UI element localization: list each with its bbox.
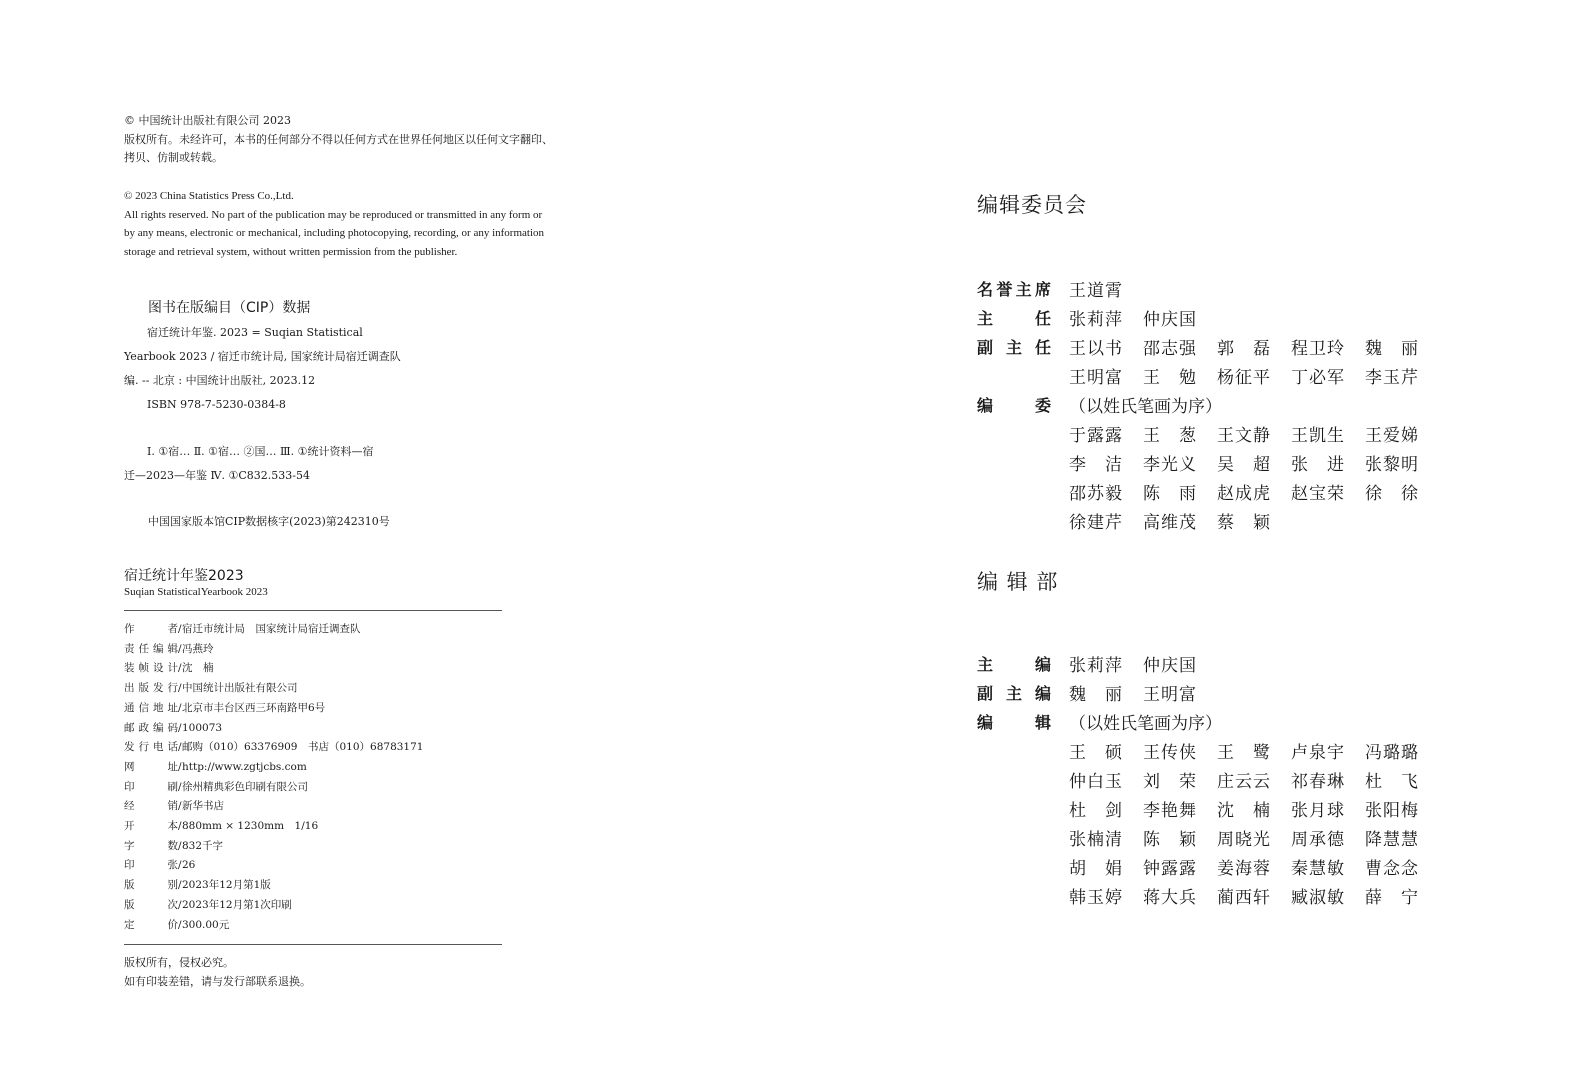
person-name: 仲白玉 [1069,772,1122,792]
pub-info-value: 北京市丰台区西三环南路甲6号 [182,701,326,714]
roster-row [977,823,1418,852]
person-name: 杨征平 [1217,368,1270,388]
pub-info-row [124,719,504,739]
copyright-cn [124,112,604,168]
pub-info-key: 发行电话 [124,741,178,754]
person-name: 李玉芹 [1365,368,1418,388]
name-list [1069,450,1418,475]
name-list [1069,508,1270,533]
role-label: 编委 [977,396,1051,415]
copyright-cn-line: 版权所有。未经许可，本书的任何部分不得以任何方式在世界任何地区以任何文字翻印、 [124,132,553,146]
pub-info-row [124,620,504,640]
pub-info-separator: / [178,662,182,675]
person-name: 卢泉宇 [1291,743,1344,763]
person-name: 曹念念 [1365,859,1418,879]
editorial-page [793,0,1587,1077]
pub-info-key: 邮政编码 [124,721,178,734]
roster-row [977,332,1418,361]
person-name: 王传侠 [1143,743,1196,763]
committee-title: 编辑委员会 [977,193,1087,217]
person-name: 刘荣 [1143,772,1196,792]
roster-row [977,477,1418,506]
pub-info-row [124,738,504,758]
person-name: 仲庆国 [1143,310,1196,330]
roster-row [977,794,1418,823]
person-name: 魏丽 [1365,339,1418,359]
pub-info-separator: / [178,780,182,793]
name-list [1069,651,1196,676]
person-name: 薛宁 [1365,888,1418,908]
pub-info-key: 印刷 [124,780,178,793]
pub-info-value: 邮购（010）63376909 书店（010）68783171 [182,741,424,754]
book-subtitle: Suqian StatisticalYearbook 2023 [124,586,268,598]
person-name: 魏丽 [1069,685,1122,705]
roster-row [977,506,1418,535]
pub-info-value: 2023年12月第1次印刷 [182,898,292,911]
role-label: 主编 [977,655,1051,674]
copyright-en [124,187,604,261]
person-name: 张进 [1291,455,1344,475]
role-label: 主任 [977,309,1051,328]
isbn: ISBN 978-7-5230-0384-8 [147,398,286,411]
person-name: 王文静 [1217,426,1270,446]
rights-notice [124,953,311,991]
pub-info-row [124,837,504,857]
person-name: 丁必军 [1291,368,1344,388]
person-name: 赵宝荣 [1291,484,1344,504]
name-list [1069,363,1418,388]
pub-info-key: 通信地址 [124,701,178,714]
pub-info-key: 版次 [124,898,178,911]
roster-row [977,419,1418,448]
person-name: 蔡颖 [1217,513,1270,533]
pub-info-row [124,817,504,837]
cip-body [124,321,414,417]
person-name: 赵成虎 [1217,484,1270,504]
pub-info-value: 832千字 [182,839,224,852]
pub-info-key: 作者 [124,623,178,635]
pub-info-row [124,797,504,817]
person-name: 徐建芹 [1069,513,1122,533]
pub-info-value: 新华书店 [182,800,224,813]
roster-row [977,678,1418,707]
cip-classification [124,440,414,488]
person-name: 王葱 [1143,426,1196,446]
copyright-cn-line: © 中国统计出版社有限公司 2023 [124,114,291,127]
pub-info-row [124,876,504,896]
pub-info-key: 开本 [124,820,178,833]
pub-info-separator: / [178,741,182,754]
pub-info-key: 网址 [124,760,178,773]
roster-row [977,448,1418,477]
divider-top [124,610,502,611]
copyright-page [0,0,793,1077]
person-name: 王鹭 [1217,743,1270,763]
person-name: 姜海蓉 [1217,859,1270,879]
person-name: 张莉萍 [1069,656,1122,676]
name-list [1069,276,1122,301]
pub-info-row [124,758,504,778]
name-list [1069,334,1418,359]
person-name: 张楠清 [1069,830,1122,850]
pub-info-value: 沈 楠 [182,662,214,675]
pub-info-row [124,778,504,798]
roster-row [977,390,1418,419]
person-name: 李光义 [1143,455,1196,475]
ordering-note: （以姓氏笔画为序） [1069,714,1222,734]
person-name: 邵苏毅 [1069,484,1122,504]
pub-info-row [124,896,504,916]
person-name: 程卫玲 [1291,339,1344,359]
pub-info-key: 责任编辑 [124,642,178,655]
person-name: 郭磊 [1217,339,1270,359]
pub-info-separator: / [178,701,182,714]
name-list [1069,825,1418,850]
name-list [1069,883,1418,908]
cip-class-line: 迁—2023—年鉴 Ⅳ. ①C832.533-54 [124,469,310,482]
roster-row [977,274,1418,303]
pub-info-separator: / [178,918,182,931]
pub-info-row [124,699,504,719]
role-label: 编辑 [977,713,1051,732]
pub-info-value: 100073 [182,721,223,734]
person-name: 周承德 [1291,830,1344,850]
publication-info [124,620,504,935]
divider-bottom [124,944,502,945]
person-name: 庄云云 [1217,772,1270,792]
person-name: 臧淑敏 [1291,888,1344,908]
person-name: 蔺西轩 [1217,888,1270,908]
name-list [1069,305,1196,330]
person-name: 陈颖 [1143,830,1196,850]
ordering-note: （以姓氏笔画为序） [1069,397,1222,417]
person-name: 张莉萍 [1069,310,1122,330]
pub-info-row [124,659,504,679]
person-name: 杜剑 [1069,801,1122,821]
roster-row [977,765,1418,794]
pub-info-value: 880mm × 1230mm 1/16 [182,820,319,833]
role-label: 副主编 [977,684,1051,703]
pub-info-separator: / [178,898,182,911]
roster-row [977,361,1418,390]
person-name: 张阳梅 [1365,801,1418,821]
pub-info-value: 冯燕玲 [182,642,214,655]
copyright-en-line: © 2023 China Statistics Press Co.,Ltd. [124,190,294,202]
person-name: 邵志强 [1143,339,1196,359]
person-name: 祁春琳 [1291,772,1344,792]
rights-notice-line: 版权所有，侵权必究。 [124,956,234,969]
pub-info-separator: / [178,721,182,734]
pub-info-value: 中国统计出版社有限公司 [182,682,298,695]
person-name: 降慧慧 [1365,830,1418,850]
department-roster [977,649,1418,910]
pub-info-row [124,679,504,699]
pub-info-value: 300.00元 [182,918,230,931]
person-name: 陈雨 [1143,484,1196,504]
name-list [1069,854,1418,879]
person-name: 张黎明 [1365,455,1418,475]
pub-info-key: 经销 [124,800,178,813]
person-name: 吴超 [1217,455,1270,475]
pub-info-separator: / [178,642,182,655]
pub-info-value: 宿迁市统计局 国家统计局宿迁调查队 [182,623,361,635]
copyright-en-line: by any means, electronic or mechanical, including photocopying, recording, or any information [124,227,545,239]
roster-row [977,707,1418,736]
person-name: 王硕 [1069,743,1122,763]
pub-info-key: 定价 [124,918,178,931]
person-name: 高维茂 [1143,513,1196,533]
person-name: 徐徐 [1365,484,1418,504]
role-label: 名誉主席 [977,280,1051,299]
person-name: 冯璐璐 [1365,743,1418,763]
person-name: 仲庆国 [1143,656,1196,676]
person-name: 于露露 [1069,426,1122,446]
name-list [1069,479,1418,504]
pub-info-row [124,640,504,660]
cip-line: 编. -- 北京 : 中国统计出版社, 2023.12 [124,374,316,387]
person-name: 李洁 [1069,455,1122,475]
roster-row [977,881,1418,910]
person-name: 钟露露 [1143,859,1196,879]
cip-line: Yearbook 2023 / 宿迁市统计局, 国家统计局宿迁调查队 [124,350,401,363]
roster-row [977,852,1418,881]
person-name: 韩玉婷 [1069,888,1122,908]
pub-info-value: 2023年12月第1版 [182,879,271,892]
pub-info-key: 装帧设计 [124,662,178,675]
person-name: 王勉 [1143,368,1196,388]
roster-row [977,649,1418,678]
name-list [1069,738,1418,763]
person-name: 王以书 [1069,339,1122,359]
person-name: 杜飞 [1365,772,1418,792]
cip-class-line: Ⅰ. ①宿… Ⅱ. ①宿… ②国… Ⅲ. ①统计资料—宿 [147,445,374,458]
person-name: 王爱娣 [1365,426,1418,446]
book-title: 宿迁统计年鉴2023 [124,568,244,584]
pub-info-separator: / [178,839,182,852]
person-name: 王道霄 [1069,281,1122,301]
pub-info-separator: / [178,623,182,635]
role-label: 副主任 [977,338,1051,357]
name-list [1069,680,1196,705]
name-list [1069,796,1418,821]
pub-info-key: 出版发行 [124,682,178,695]
pub-info-value: http://www.zgtjcbs.com [182,760,307,773]
pub-info-separator: / [178,800,182,813]
copyright-en-line: All rights reserved. No part of the publication may be reproduced or transmitted in any form or [124,208,543,221]
person-name: 王明富 [1069,368,1122,388]
cip-line: 宿迁统计年鉴. 2023 = Suqian Statistical [147,326,363,339]
department-title: 编 辑 部 [977,570,1059,594]
person-name: 蒋大兵 [1143,888,1196,908]
pub-info-separator: / [178,879,182,892]
roster-row [977,736,1418,765]
person-name: 秦慧敏 [1291,859,1344,879]
person-name: 李艳舞 [1143,801,1196,821]
pub-info-value: 徐州精典彩色印刷有限公司 [182,780,308,793]
person-name: 王凯生 [1291,426,1344,446]
pub-info-separator: / [178,760,182,773]
pub-info-key: 版别 [124,879,178,892]
cip-title: 图书在版编目（CIP）数据 [148,300,311,316]
cip-verify-number: 中国国家版本馆CIP数据核字(2023)第242310号 [148,515,390,528]
copyright-en-line: storage and retrieval system, without written permission from the publisher. [124,245,458,258]
pub-info-key: 印张 [124,859,178,872]
name-list [1069,421,1418,446]
pub-info-separator: / [178,820,182,833]
person-name: 胡娟 [1069,859,1122,879]
person-name: 王明富 [1143,685,1196,705]
pub-info-value: 26 [182,859,196,872]
pub-info-key: 字数 [124,839,178,852]
pub-info-row [124,856,504,876]
person-name: 张月球 [1291,801,1344,821]
copyright-cn-line: 拷贝、仿制或转载。 [124,151,223,164]
rights-notice-line: 如有印装差错，请与发行部联系退换。 [124,975,311,988]
committee-roster [977,274,1418,535]
pub-info-separator: / [178,682,182,695]
pub-info-separator: / [178,859,182,872]
person-name: 沈楠 [1217,801,1270,821]
name-list [1069,767,1418,792]
person-name: 周晓光 [1217,830,1270,850]
roster-row [977,303,1418,332]
pub-info-row [124,916,504,936]
